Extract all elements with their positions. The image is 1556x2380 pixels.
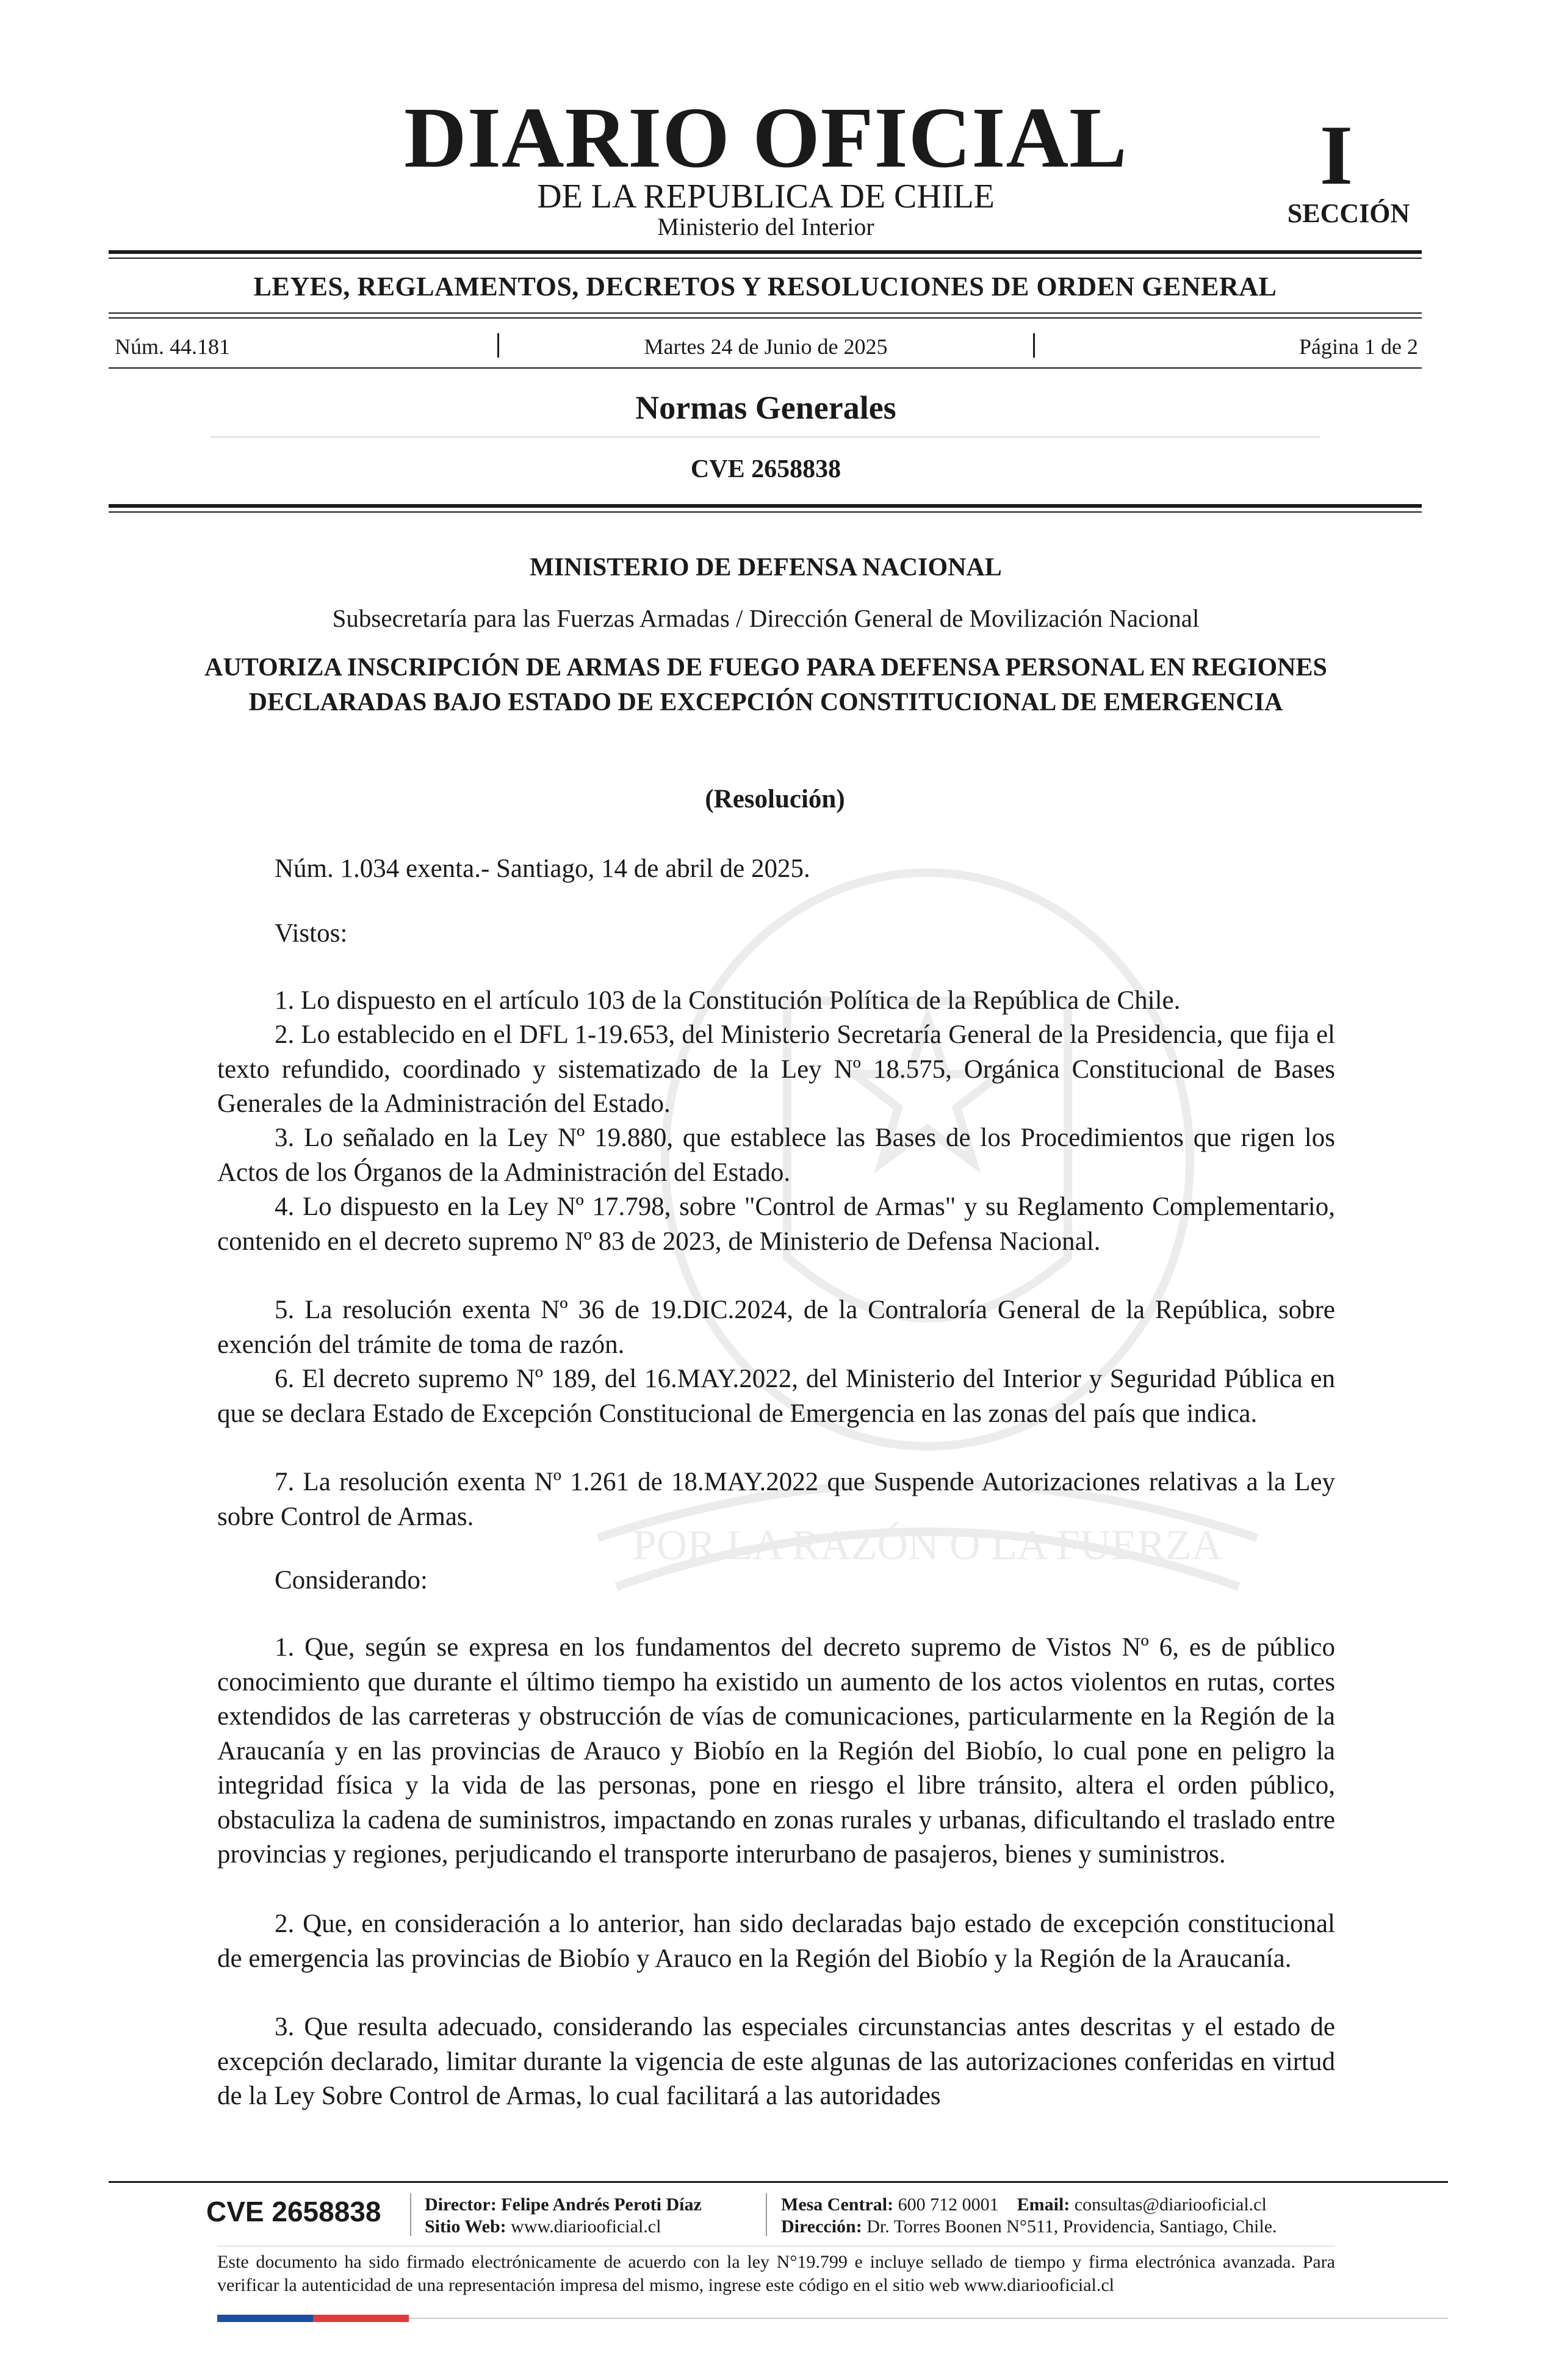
footer-phone-email: Mesa Central: 600 712 0001 Email: consultas@diariooficial.cl xyxy=(781,2194,1267,2215)
vistos-item: 7. La resolución exenta Nº 1.261 de 18.MAY.2022 que Suspende Autorizaciones relativas a la Ley sobre Control de Armas. xyxy=(217,1468,1335,1531)
vistos-item: 6. El decreto supremo Nº 189, del 16.MAY.2022, del Ministerio del Interior y Seguridad Pública en que se declara Estado de Excepción Constitucional de Emergencia en las zonas del país que indica. xyxy=(217,1365,1335,1428)
subsecretaria: Subsecretaría para las Fuerzas Armadas / Dirección General de Movilización Nacional xyxy=(332,604,1200,632)
footer-director: Director: Felipe Andrés Peroti Díaz xyxy=(425,2194,702,2215)
footer-legal-notice: Este documento ha sido firmado electrónicamente de acuerdo con la ley N°19.799 e incluye sellado de tiempo y firma electrónica avanzada. Para verificar la autenticidad de una representación impresa del mismo, ingrese este código en el sitio web www.diariooficial.cl xyxy=(217,2252,1335,2295)
footer-address: Dirección: Dr. Torres Boonen N°511, Providencia, Santiago, Chile. xyxy=(781,2216,1277,2237)
considerando-item: 2. Que, en consideración a lo anterior, han sido declaradas bajo estado de excepción constitucional de emergencia las provincias de Biobío y Arauco en la Región del Biobío y la Región de la Araucanía. xyxy=(217,1909,1335,1973)
heading-divider xyxy=(211,436,1320,438)
vistos-item: 2. Lo establecido en el DFL 1-19.653, del Ministerio Secretaría General de la Presidencia, que fija el texto refundido, coordinado y sistematizado de la Ley Nº 18.575, Orgánica Constitucional de Bases Generales de la Administración del Estado. xyxy=(217,1020,1335,1118)
footer-separator xyxy=(766,2193,767,2236)
resolution-number-date: Núm. 1.034 exenta.- Santiago, 14 de abril de 2025. xyxy=(275,854,810,883)
considerando-item: 1. Que, según se expresa en los fundamentos del decreto supremo de Vistos Nº 6, es de público conocimiento que durante el último tiempo ha existido un aumento de los actos violentos en rutas, cortes extendidos de las carreteras y obstrucción de vías de comunicaciones, particularmente en la Región de la Araucanía y en las provincias de Arauco y Biobío en la Región del Biobío, lo cual pone en peligro la integridad física y la vida de las personas, pone en riesgo el libre tránsito, altera el orden público, obstaculiza la cadena de suministros, impactando en zonas rurales y urbanas, dificultando el traslado entre provincias y regiones, perjudicando el transporte interurbano de pasajeros, bienes y suministros. xyxy=(217,1633,1335,1869)
page-indicator: Página 1 de 2 xyxy=(1299,334,1418,359)
masthead-subtitle: DE LA REPUBLICA DE CHILE xyxy=(537,178,995,215)
considerando-item: 3. Que resulta adecuado, considerando las especiales circunstancias antes descritas y el estado de excepción declarado, limitar durante la vigencia de este algunas de las autorizaciones conferidas en virtud de la Ley Sobre Control de Armas, lo cual facilitará a las autoridades xyxy=(217,2013,1335,2110)
section-roman-numeral: I xyxy=(1319,108,1353,203)
section-banner: LEYES, REGLAMENTOS, DECRETOS Y RESOLUCIONES DE ORDEN GENERAL xyxy=(253,272,1277,301)
flag-stripe-blue xyxy=(217,2315,313,2322)
website-link[interactable]: www.diariooficial.cl xyxy=(511,2216,661,2237)
vistos-label: Vistos: xyxy=(275,919,348,948)
email-link[interactable]: consultas@diariooficial.cl xyxy=(1074,2194,1267,2215)
cve-code: CVE 2658838 xyxy=(690,455,841,483)
header-rule-thick xyxy=(109,504,1422,508)
vistos-item: 5. La resolución exenta Nº 36 de 19.DIC.2024, de la Contraloría General de la República, sobre exención del trámite de toma de razón. xyxy=(217,1296,1335,1359)
header-rule-thin xyxy=(109,511,1422,513)
issue-number: Núm. 44.181 xyxy=(115,334,230,359)
masthead-ministry: Ministerio del Interior xyxy=(657,213,874,240)
issue-separator xyxy=(1033,333,1035,358)
banner-rule-bottom xyxy=(109,317,1422,319)
resolution-type: (Resolución) xyxy=(705,785,845,813)
resolution-title: AUTORIZA INSCRIPCIÓN DE ARMAS DE FUEGO PARA DEFENSA PERSONAL EN REGIONES DECLARADAS BAJO ESTADO DE EXCEPCIÓN CONSTITUCIONAL DE EMERGENCIA xyxy=(204,654,1327,716)
issue-rule xyxy=(109,367,1422,369)
section-label: SECCIÓN xyxy=(1287,198,1410,228)
footer-separator xyxy=(410,2193,411,2236)
footer-bottom-line xyxy=(409,2318,1448,2319)
considerando-label: Considerando: xyxy=(275,1566,428,1595)
masthead-rule-thin xyxy=(109,258,1422,259)
banner-rule-top xyxy=(109,312,1422,314)
vistos-item: 3. Lo señalado en la Ley Nº 19.880, que establece las Bases de los Procedimientos que rigen los Actos de los Órganos de la Administración del Estado. xyxy=(217,1123,1335,1187)
footer-rule xyxy=(109,2181,1448,2183)
watermark-motto: POR LA RAZÓN O LA FUERZA xyxy=(632,1522,1223,1569)
section-heading: Normas Generales xyxy=(635,389,896,426)
issue-date: Martes 24 de Junio de 2025 xyxy=(644,334,888,359)
issuing-ministry: MINISTERIO DE DEFENSA NACIONAL xyxy=(530,554,1002,582)
vistos-item: 1. Lo dispuesto en el artículo 103 de la Constitución Política de la República de Chile. xyxy=(275,986,1181,1015)
vistos-item: 4. Lo dispuesto en la Ley Nº 17.798, sobre "Control de Armas" y su Reglamento Complementario, contenido en el decreto supremo Nº 83 de 2023, de Ministerio de Defensa Nacional. xyxy=(217,1192,1335,1256)
footer-website: Sitio Web: www.diariooficial.cl xyxy=(425,2216,661,2237)
flag-stripe-red xyxy=(313,2315,409,2322)
masthead-title: DIARIO OFICIAL xyxy=(404,89,1128,186)
footer-cve-code: CVE 2658838 xyxy=(206,2196,381,2227)
masthead-rule-thick xyxy=(109,250,1422,254)
